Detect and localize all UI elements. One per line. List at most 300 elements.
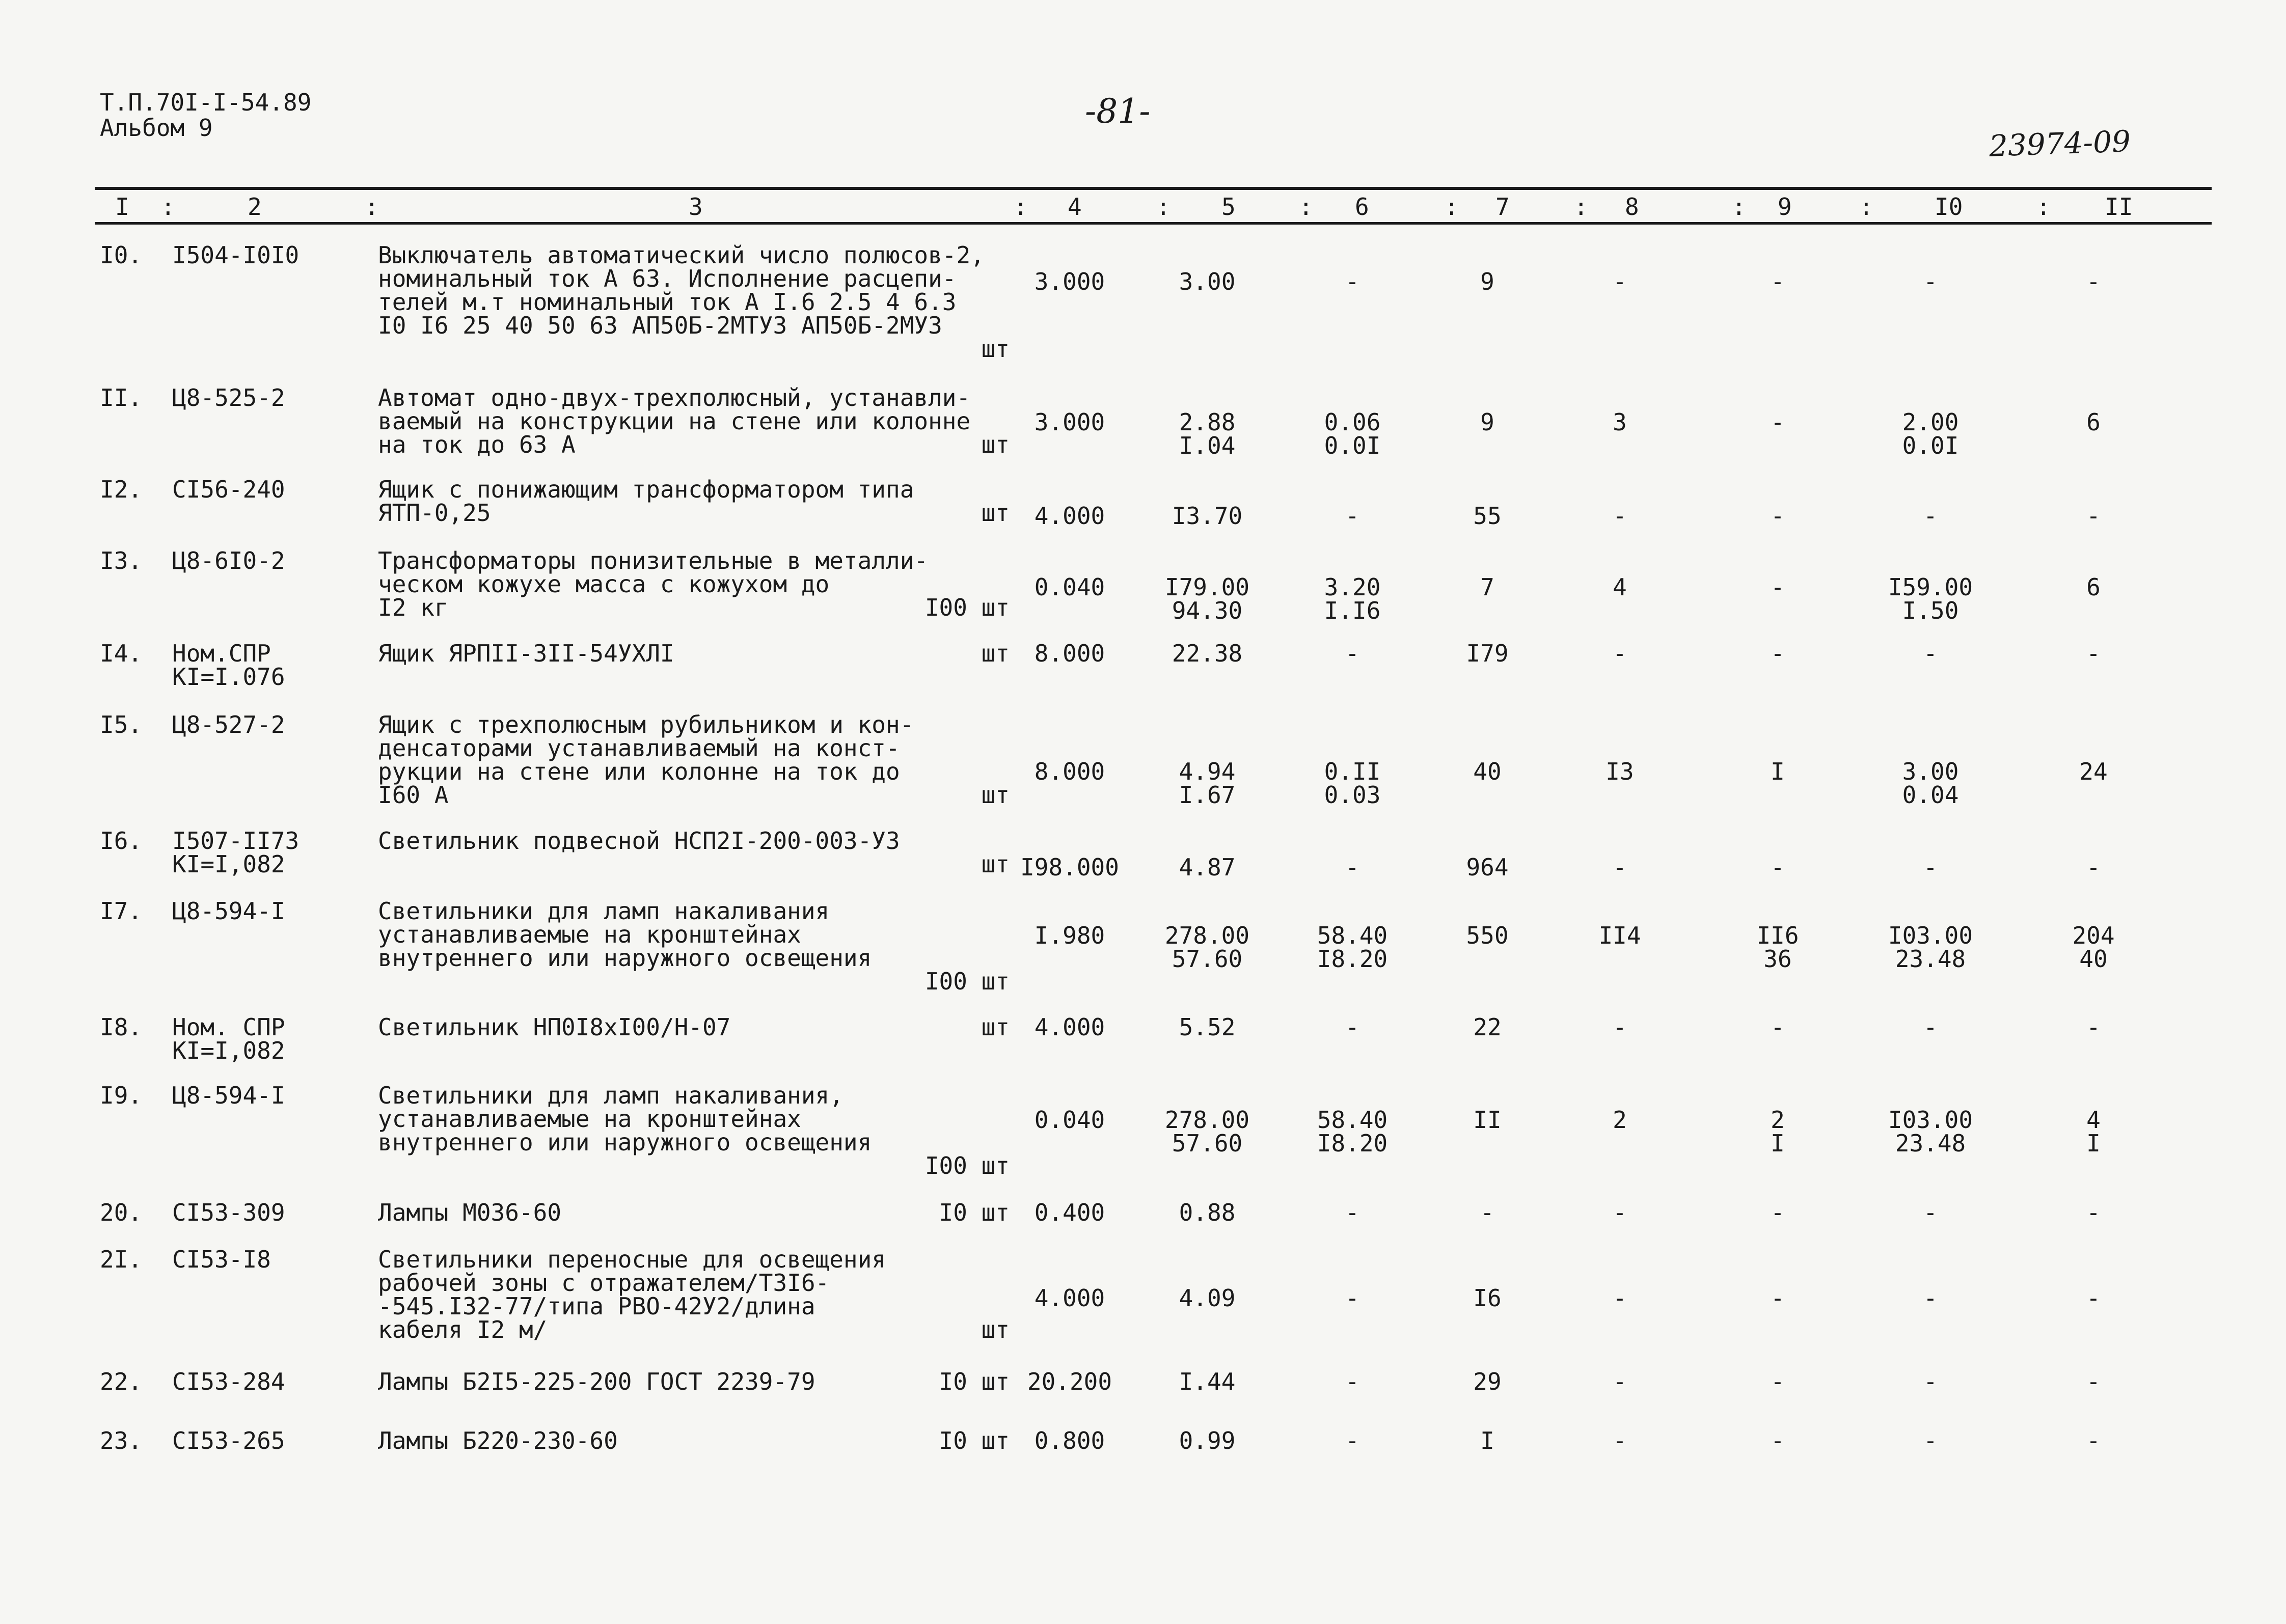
row-number: I2.	[100, 476, 143, 503]
row-description-line: I60 А	[378, 781, 449, 809]
row-value-c9	[1717, 504, 1839, 528]
col-separator: :	[1299, 193, 1313, 221]
row-value-c10	[1859, 642, 2002, 665]
row-value-line: -	[2086, 1284, 2101, 1312]
row-value-line: -	[1345, 1284, 1359, 1312]
row-value-c10	[1859, 1429, 2002, 1452]
row-value-c5	[1146, 1015, 1268, 1039]
row-value-c11	[2037, 1015, 2149, 1039]
row-value-line: 4.000	[1034, 1284, 1105, 1312]
row-value-line: -	[2086, 502, 2101, 530]
row-value-c11	[2037, 642, 2149, 665]
row-value-c9	[1717, 1286, 1839, 1310]
row-value-line: -	[1923, 502, 1938, 530]
col-separator: :	[1014, 193, 1028, 221]
row-unit: шт	[981, 499, 1010, 527]
row-number: 20.	[100, 1199, 143, 1226]
row-value-c8	[1559, 1370, 1681, 1393]
row-value-line: 36	[1763, 945, 1792, 973]
album-label: Альбом 9	[100, 114, 213, 142]
row-value-line: 9	[1480, 408, 1494, 436]
row-description	[378, 713, 1010, 807]
row-value-c8	[1559, 1108, 1681, 1132]
row-value-c6	[1291, 1370, 1413, 1393]
row-value-line: 58.40	[1317, 1106, 1388, 1134]
row-value-line: -	[2086, 268, 2101, 295]
row-description-line: Трансформаторы понизительные в металли-	[378, 547, 929, 574]
row-value-c4	[1009, 410, 1131, 434]
row-code	[172, 1429, 285, 1452]
row-description-line: Ящик ЯРПII-3II-54УХЛI	[378, 640, 674, 667]
row-value-line: -	[1345, 1199, 1359, 1226]
row-value-line: -	[2086, 1427, 2101, 1454]
row-value-c7	[1426, 1201, 1548, 1224]
row-value-line: I3	[1605, 758, 1634, 785]
row-value-line: 9	[1480, 268, 1494, 295]
table-top-rule	[95, 187, 2212, 190]
row-value-line: 6	[2086, 573, 2101, 601]
row-value-c11	[2037, 1370, 2149, 1393]
row-value-c4	[1009, 642, 1131, 665]
row-description-line: I2 кг	[378, 594, 449, 621]
row-code	[172, 1370, 285, 1393]
row-value-line: 964	[1466, 854, 1509, 881]
row-code	[172, 549, 285, 572]
row-value-line: I3.70	[1172, 502, 1243, 530]
row-number: I4.	[100, 640, 143, 667]
row-code-line: Ц8-594-I	[172, 897, 285, 925]
row-description	[378, 1429, 1010, 1452]
row-description-line: Светильник подвесной НСП2I-200-003-У3	[378, 827, 900, 855]
row-value-c4	[1009, 1370, 1131, 1393]
row-value-c4	[1009, 760, 1131, 783]
row-description-line: Светильники переносные для освещения	[378, 1246, 886, 1273]
row-value-line: -	[1771, 1013, 1785, 1041]
row-value-line: 5.52	[1179, 1013, 1236, 1041]
col-separator: :	[365, 193, 379, 221]
col-header-6: 6	[1355, 193, 1369, 221]
row-value-line: -	[1771, 854, 1785, 881]
row-description-line: ваемый на конструкции на стене или колонне	[378, 407, 971, 435]
row-value-c10	[1859, 410, 2002, 457]
row-value-line: II	[1473, 1106, 1502, 1134]
row-value-c6	[1291, 1108, 1413, 1155]
row-value-line: -	[2086, 1368, 2101, 1395]
row-unit: I0 шт	[939, 1199, 1010, 1226]
row-number: I9.	[100, 1082, 143, 1109]
row-code-line: I504-I0I0	[172, 241, 300, 269]
row-value-line: 4.000	[1034, 1013, 1105, 1041]
row-value-line: -	[1923, 1368, 1938, 1395]
col-header-11: II	[2105, 193, 2133, 221]
row-value-c9	[1717, 642, 1839, 665]
row-value-c6	[1291, 504, 1413, 528]
row-value-line: 0.II	[1324, 758, 1381, 785]
row-unit: I00 шт	[924, 968, 1010, 995]
row-code-line: I507-II73	[172, 827, 300, 855]
row-unit: шт	[981, 850, 1010, 878]
row-description-line: устанавливаемые на кронштейнах	[378, 1105, 801, 1133]
row-value-c11	[2037, 1286, 2149, 1310]
row-value-line: 2.88	[1179, 408, 1236, 436]
row-value-line: 2	[1613, 1106, 1627, 1134]
row-value-line: -	[1771, 268, 1785, 295]
row-value-line: I.50	[1902, 597, 1959, 624]
row-description-line: Светильники для ламп накаливания	[378, 897, 830, 925]
row-code-line: Ц8-6I0-2	[172, 547, 285, 574]
row-value-c6	[1291, 1201, 1413, 1224]
row-value-line: 3.000	[1034, 408, 1105, 436]
row-value-c11	[2037, 1201, 2149, 1224]
row-value-line: 0.800	[1034, 1427, 1105, 1454]
row-value-c10	[1859, 270, 2002, 293]
row-value-line: 0.040	[1034, 1106, 1105, 1134]
row-value-c7	[1426, 410, 1548, 434]
row-value-c4	[1009, 1108, 1131, 1132]
row-value-line: 0.040	[1034, 573, 1105, 601]
row-value-line: 3.00	[1179, 268, 1236, 295]
row-value-c4	[1009, 575, 1131, 599]
col-separator: :	[1156, 193, 1171, 221]
row-value-c10	[1859, 1015, 2002, 1039]
row-code-line: КI=I.076	[172, 663, 285, 691]
row-number: I0.	[100, 241, 143, 269]
row-value-line: 29	[1473, 1368, 1502, 1395]
row-value-c5	[1146, 1429, 1268, 1452]
row-value-line: 3.20	[1324, 573, 1381, 601]
row-value-line: 0.0I	[1902, 432, 1959, 459]
row-value-line: 57.60	[1172, 1130, 1243, 1157]
row-value-line: I	[2086, 1130, 2101, 1157]
row-description-line: телей м.т номинальный ток А I.6 2.5 4 6.3	[378, 288, 957, 316]
row-value-c6	[1291, 410, 1413, 457]
row-value-c10	[1859, 1286, 2002, 1310]
row-value-c5	[1146, 575, 1268, 622]
row-value-line: 40	[2079, 945, 2108, 973]
document-header	[100, 90, 311, 141]
row-value-c9	[1717, 270, 1839, 293]
row-value-line: -	[1613, 854, 1627, 881]
row-value-line: -	[1345, 268, 1359, 295]
row-value-c9	[1717, 410, 1839, 434]
row-description-line: I0 I6 25 40 50 63 АП50Б-2МТУ3 АП50Б-2МУ3	[378, 312, 942, 339]
row-code	[172, 1084, 285, 1107]
row-value-line: 40	[1473, 758, 1502, 785]
row-value-line: -	[1613, 502, 1627, 530]
row-number: 22.	[100, 1368, 143, 1395]
row-value-line: -	[1771, 1199, 1785, 1226]
row-value-line: -	[1345, 640, 1359, 667]
row-value-line: 3.000	[1034, 268, 1105, 295]
row-description-line: внутреннего или наружного освещения	[378, 944, 872, 972]
row-value-c5	[1146, 642, 1268, 665]
row-value-line: I03.00	[1888, 922, 1973, 949]
row-value-line: 550	[1466, 922, 1509, 949]
col-header-8: 8	[1625, 193, 1639, 221]
row-value-c8	[1559, 270, 1681, 293]
row-code-line: Ц8-594-I	[172, 1082, 285, 1109]
col-separator: :	[2036, 193, 2051, 221]
row-value-c6	[1291, 856, 1413, 879]
row-description-line: на ток до 63 А	[378, 431, 576, 458]
row-value-line: II4	[1598, 922, 1641, 949]
row-value-c9	[1717, 856, 1839, 879]
row-value-line: 0.03	[1324, 781, 1381, 809]
row-description-line: кабеля I2 м/	[378, 1316, 548, 1343]
row-value-c9	[1717, 924, 1839, 971]
row-value-line: 20.200	[1027, 1368, 1112, 1395]
row-value-c6	[1291, 924, 1413, 971]
row-value-line: -	[2086, 854, 2101, 881]
row-code-line: Ном.СПР	[172, 640, 271, 667]
row-value-line: I.980	[1034, 922, 1105, 949]
row-code-line: Ном. СПР	[172, 1013, 285, 1041]
row-value-c5	[1146, 504, 1268, 528]
row-value-line: 278.00	[1164, 1106, 1250, 1134]
row-value-line: -	[1923, 268, 1938, 295]
row-value-line: 278.00	[1164, 922, 1250, 949]
row-value-c7	[1426, 1370, 1548, 1393]
col-header-2: 2	[248, 193, 262, 221]
row-value-line: -	[1771, 408, 1785, 436]
row-code-line: СI53-265	[172, 1427, 285, 1454]
row-code	[172, 1248, 271, 1271]
row-unit: шт	[981, 431, 1010, 458]
col-header-1: I	[115, 193, 129, 221]
row-unit: шт	[981, 1316, 1010, 1343]
col-header-4: 4	[1068, 193, 1082, 221]
row-description-line: номинальный ток А 63. Исполнение расцепи-	[378, 265, 957, 292]
row-description-line: Лампы Б2I5-225-200 ГОСТ 2239-79	[378, 1368, 815, 1395]
row-value-c4	[1009, 1201, 1131, 1224]
row-value-c6	[1291, 1429, 1413, 1452]
row-value-c4	[1009, 1429, 1131, 1452]
row-description	[378, 549, 1010, 619]
row-value-line: I6	[1473, 1284, 1502, 1312]
row-value-line: 22	[1473, 1013, 1502, 1041]
col-header-5: 5	[1221, 193, 1236, 221]
col-separator: :	[1732, 193, 1746, 221]
row-value-line: 0.400	[1034, 1199, 1105, 1226]
row-value-line: -	[1771, 1427, 1785, 1454]
row-value-c11	[2037, 760, 2149, 783]
row-value-c11	[2037, 504, 2149, 528]
row-value-c10	[1859, 1201, 2002, 1224]
row-value-line: I.04	[1179, 432, 1236, 459]
row-unit: I00 шт	[924, 1152, 1010, 1179]
row-description	[378, 386, 1010, 456]
row-value-line: -	[1923, 854, 1938, 881]
row-value-line: -	[1345, 1427, 1359, 1454]
row-value-line: -	[2086, 1199, 2101, 1226]
row-description	[378, 1084, 1010, 1177]
row-value-line: 6	[2086, 408, 2101, 436]
row-value-c6	[1291, 1015, 1413, 1039]
row-value-c11	[2037, 1429, 2149, 1452]
row-value-line: I03.00	[1888, 1106, 1973, 1134]
row-value-line: -	[2086, 640, 2101, 667]
row-value-line: 3	[1613, 408, 1627, 436]
row-description-line: -545.I32-77/типа РВО-42У2/длина	[378, 1292, 815, 1320]
row-description-line: ческом кожухе масса с кожухом до	[378, 570, 830, 598]
row-value-line: 0.0I	[1324, 432, 1381, 459]
row-code-line: СI56-240	[172, 476, 285, 503]
row-code	[172, 713, 285, 736]
row-value-line: 0.88	[1179, 1199, 1236, 1226]
row-value-line: -	[1923, 1199, 1938, 1226]
row-code-line: СI53-I8	[172, 1246, 271, 1273]
document-code: 23974-09	[1988, 124, 2132, 163]
col-separator: :	[1574, 193, 1588, 221]
row-value-c8	[1559, 410, 1681, 434]
row-value-line: -	[1345, 502, 1359, 530]
row-value-line: I98.000	[1020, 854, 1119, 881]
row-description	[378, 829, 1010, 876]
row-value-line: 0.99	[1179, 1427, 1236, 1454]
row-value-c7	[1426, 1108, 1548, 1132]
row-value-line: I.I6	[1324, 597, 1381, 624]
row-description-line: Светильники для ламп накаливания,	[378, 1082, 843, 1109]
row-value-c7	[1426, 1286, 1548, 1310]
row-value-line: 204	[2072, 922, 2115, 949]
row-value-line: 4	[1613, 573, 1627, 601]
row-value-c8	[1559, 1015, 1681, 1039]
row-value-c8	[1559, 642, 1681, 665]
row-value-line: 2	[1771, 1106, 1785, 1134]
row-value-line: 2.00	[1902, 408, 1959, 436]
row-unit: шт	[981, 335, 1010, 363]
row-value-c6	[1291, 575, 1413, 622]
row-value-c4	[1009, 924, 1131, 947]
row-value-line: -	[1613, 1427, 1627, 1454]
row-code-line: СI53-309	[172, 1199, 285, 1226]
row-value-line: -	[1771, 640, 1785, 667]
row-value-c11	[2037, 410, 2149, 434]
row-value-line: 4.09	[1179, 1284, 1236, 1312]
row-value-line: -	[1345, 1368, 1359, 1395]
row-value-c4	[1009, 1015, 1131, 1039]
row-value-c10	[1859, 504, 2002, 528]
row-value-c7	[1426, 270, 1548, 293]
row-value-c10	[1859, 1108, 2002, 1155]
row-value-c9	[1717, 1201, 1839, 1224]
table-header-rule	[95, 222, 2212, 225]
row-value-c10	[1859, 575, 2002, 622]
row-value-c7	[1426, 760, 1548, 783]
row-code	[172, 829, 299, 876]
row-value-c11	[2037, 575, 2149, 599]
row-value-line: -	[1345, 1013, 1359, 1041]
row-value-c8	[1559, 504, 1681, 528]
row-value-c7	[1426, 924, 1548, 947]
row-value-line: I	[1771, 1130, 1785, 1157]
row-value-line: -	[1923, 640, 1938, 667]
row-value-c5	[1146, 270, 1268, 293]
row-description	[378, 243, 1010, 361]
row-unit: шт	[981, 1013, 1010, 1041]
row-description-line: Автомат одно-двух-трехполюсный, устанавли-	[378, 384, 971, 411]
row-value-line: -	[2086, 1013, 2101, 1041]
row-value-line: 4.000	[1034, 502, 1105, 530]
row-value-line: 7	[1480, 573, 1494, 601]
row-value-c4	[1009, 1286, 1131, 1310]
row-value-c6	[1291, 642, 1413, 665]
row-number: I5.	[100, 711, 143, 738]
row-value-line: I	[1771, 758, 1785, 785]
row-value-c8	[1559, 1429, 1681, 1452]
row-value-line: 22.38	[1172, 640, 1243, 667]
row-value-line: 4.94	[1179, 758, 1236, 785]
row-value-line: -	[1771, 1284, 1785, 1312]
row-code-line: СI53-284	[172, 1368, 285, 1395]
row-unit: шт	[981, 640, 1010, 667]
row-code	[172, 243, 299, 267]
row-number: 23.	[100, 1427, 143, 1454]
row-value-c8	[1559, 575, 1681, 599]
col-header-10: I0	[1935, 193, 1963, 221]
row-code-line: Ц8-527-2	[172, 711, 285, 738]
row-number: I6.	[100, 827, 143, 855]
row-description	[378, 899, 1010, 993]
row-code-line: КI=I,082	[172, 850, 285, 878]
row-value-c10	[1859, 760, 2002, 807]
row-value-line: -	[1923, 1013, 1938, 1041]
row-value-c4	[1009, 504, 1131, 528]
row-value-line: I79	[1466, 640, 1509, 667]
page-number: -81-	[1085, 92, 1151, 131]
row-value-c9	[1717, 1370, 1839, 1393]
row-value-c10	[1859, 924, 2002, 971]
row-description-line: устанавливаемые на кронштейнах	[378, 921, 801, 948]
row-value-c11	[2037, 924, 2149, 971]
row-value-c8	[1559, 760, 1681, 783]
row-value-c8	[1559, 1201, 1681, 1224]
row-value-c8	[1559, 856, 1681, 879]
row-value-line: 8.000	[1034, 758, 1105, 785]
row-code	[172, 386, 285, 409]
row-description	[378, 1248, 1010, 1341]
row-value-line: 23.48	[1895, 1130, 1966, 1157]
row-value-c5	[1146, 924, 1268, 971]
row-value-c10	[1859, 856, 2002, 879]
row-description	[378, 1015, 1010, 1039]
row-unit: I0 шт	[939, 1368, 1010, 1395]
row-value-c11	[2037, 856, 2149, 879]
row-description	[378, 642, 1010, 665]
row-value-line: -	[1345, 854, 1359, 881]
row-value-line: -	[1613, 1013, 1627, 1041]
row-value-line: I8.20	[1317, 1130, 1388, 1157]
row-value-c7	[1426, 1015, 1548, 1039]
row-value-c7	[1426, 856, 1548, 879]
col-header-7: 7	[1495, 193, 1510, 221]
row-value-line: I59.00	[1888, 573, 1973, 601]
row-value-c11	[2037, 270, 2149, 293]
row-value-c5	[1146, 1108, 1268, 1155]
row-number: I3.	[100, 547, 143, 574]
row-value-line: I.44	[1179, 1368, 1236, 1395]
row-value-c10	[1859, 1370, 2002, 1393]
row-number: 2I.	[100, 1246, 143, 1273]
row-code	[172, 899, 285, 923]
row-value-c7	[1426, 504, 1548, 528]
col-separator: :	[1859, 193, 1873, 221]
row-description-line: Ящик с трехполюсным рубильником и кон-	[378, 711, 914, 738]
row-value-c7	[1426, 642, 1548, 665]
row-value-line: 94.30	[1172, 597, 1243, 624]
row-value-c5	[1146, 1286, 1268, 1310]
row-value-line: 55	[1473, 502, 1502, 530]
